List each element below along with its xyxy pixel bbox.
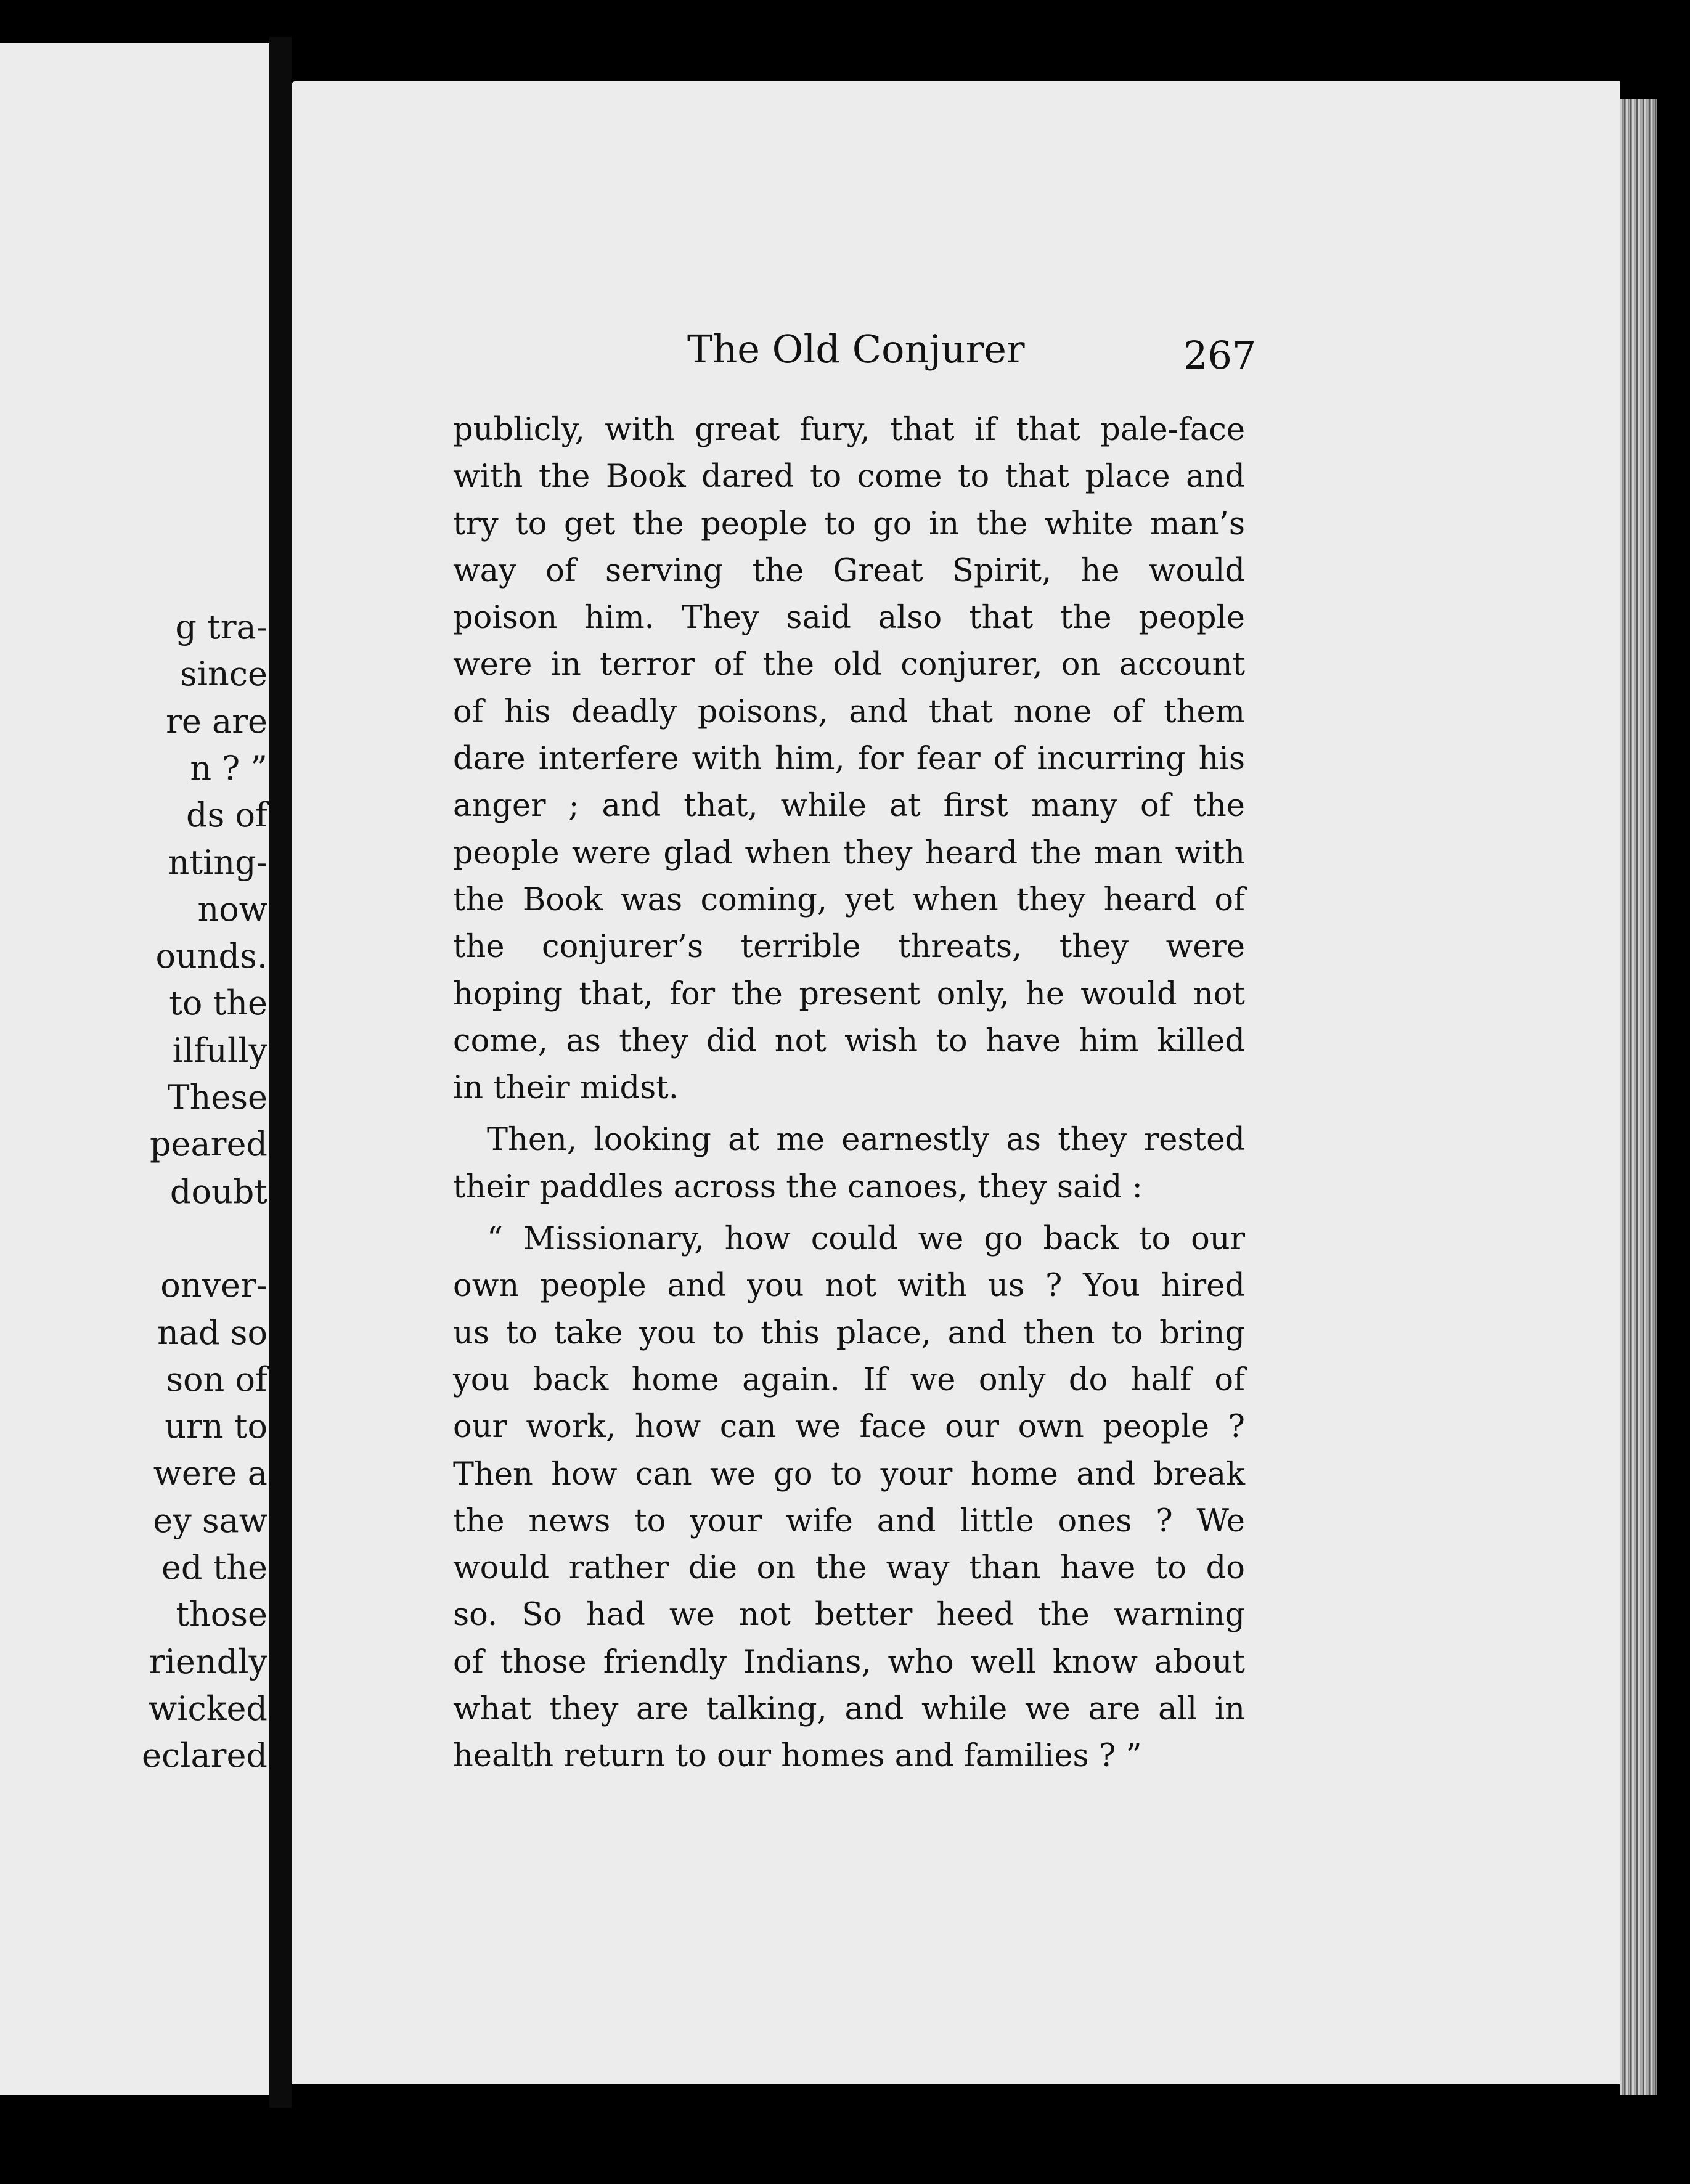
text-line: in their midst.	[453, 1070, 679, 1107]
facing-page-line: ey saw	[153, 1501, 267, 1540]
text-line: publicly, with great fury, that if that pale-face	[453, 412, 1245, 448]
text-line: own people and you not with us ? You hired	[453, 1268, 1245, 1305]
text-line: would rather die on the way than have to do	[453, 1550, 1245, 1587]
facing-page-line: urn to	[165, 1407, 267, 1446]
text-line: the news to your wife and little ones ? We	[453, 1502, 1245, 1539]
facing-page-line: onver-	[160, 1266, 267, 1305]
facing-page-line: ounds.	[155, 937, 267, 976]
text-line: people were glad when they heard the man with	[453, 834, 1245, 871]
text-line: anger ; and that, while at first many of the	[453, 788, 1245, 825]
facing-page-line: These	[167, 1078, 267, 1117]
facing-page	[0, 43, 269, 2095]
text-line: with the Book dared to come to that place and	[453, 458, 1245, 495]
facing-page-line: nad so	[157, 1313, 267, 1352]
page-edge	[1620, 99, 1657, 2095]
book-gutter	[269, 37, 292, 2108]
facing-page-line: ed the	[161, 1548, 267, 1587]
text-line: our work, how can we face our own people ?	[453, 1409, 1245, 1446]
facing-page-line: were a	[153, 1454, 267, 1493]
text-line: poison him. They said also that the people	[453, 600, 1245, 637]
text-line: were in terror of the old conjurer, on account	[453, 646, 1245, 683]
paragraph	[453, 1117, 1245, 1211]
paragraph	[453, 1216, 1245, 1780]
facing-page-line: wicked	[149, 1689, 267, 1728]
text-line: their paddles across the canoes, they said :	[453, 1168, 1143, 1205]
text-line: Then, looking at me earnestly as they rested	[487, 1122, 1245, 1159]
facing-page-line: peared	[149, 1125, 267, 1164]
facing-page-line: since	[180, 654, 267, 694]
facing-page-line: g tra-	[175, 608, 267, 646]
facing-page-line: ds of	[186, 796, 267, 835]
text-line: dare interfere with him, for fear of incurring his	[453, 741, 1245, 778]
text-line: Then how can we go to your home and break	[453, 1456, 1245, 1493]
facing-page-line: nting-	[168, 842, 267, 882]
text-line: of those friendly Indians, who well know about	[453, 1644, 1245, 1681]
text-line: “ Missionary, how could we go back to our	[487, 1221, 1245, 1258]
page-number: 267	[1183, 333, 1257, 378]
facing-page-line: son of	[166, 1359, 267, 1399]
text-line: what they are talking, and while we are all in	[453, 1691, 1245, 1728]
facing-page-line: eclared	[141, 1736, 267, 1775]
paragraph	[453, 407, 1245, 1112]
text-line: try to get the people to go in the white man’s	[453, 505, 1245, 542]
text-line: us to take you to this place, and then to bring	[453, 1314, 1245, 1351]
facing-page-line: now	[197, 889, 267, 929]
text-line: come, as they did not wish to have him killed	[453, 1022, 1245, 1059]
facing-page-line: doubt	[169, 1171, 267, 1211]
running-head: The Old Conjurer	[687, 327, 1025, 372]
facing-page-line: ilfully	[172, 1030, 267, 1070]
text-line: the conjurer’s terrible threats, they were	[453, 929, 1245, 966]
text-line: health return to our homes and families ? ”	[453, 1738, 1142, 1775]
text-line: hoping that, for the present only, he would not	[453, 976, 1245, 1013]
text-line: the Book was coming, yet when they heard of	[453, 881, 1245, 918]
text-line: way of serving the Great Spirit, he would	[453, 552, 1245, 589]
facing-page-line: n ? ”	[190, 748, 267, 788]
body-text	[453, 407, 1245, 1780]
facing-page-line: to the	[169, 984, 267, 1023]
facing-page-line: riendly	[149, 1642, 267, 1681]
facing-page-line: those	[176, 1595, 267, 1634]
facing-page-line: re are	[166, 701, 267, 741]
text-line: of his deadly poisons, and that none of them	[453, 693, 1245, 730]
text-line: you back home again. If we only do half of	[453, 1361, 1245, 1398]
text-line: so. So had we not better heed the warning	[453, 1597, 1245, 1634]
